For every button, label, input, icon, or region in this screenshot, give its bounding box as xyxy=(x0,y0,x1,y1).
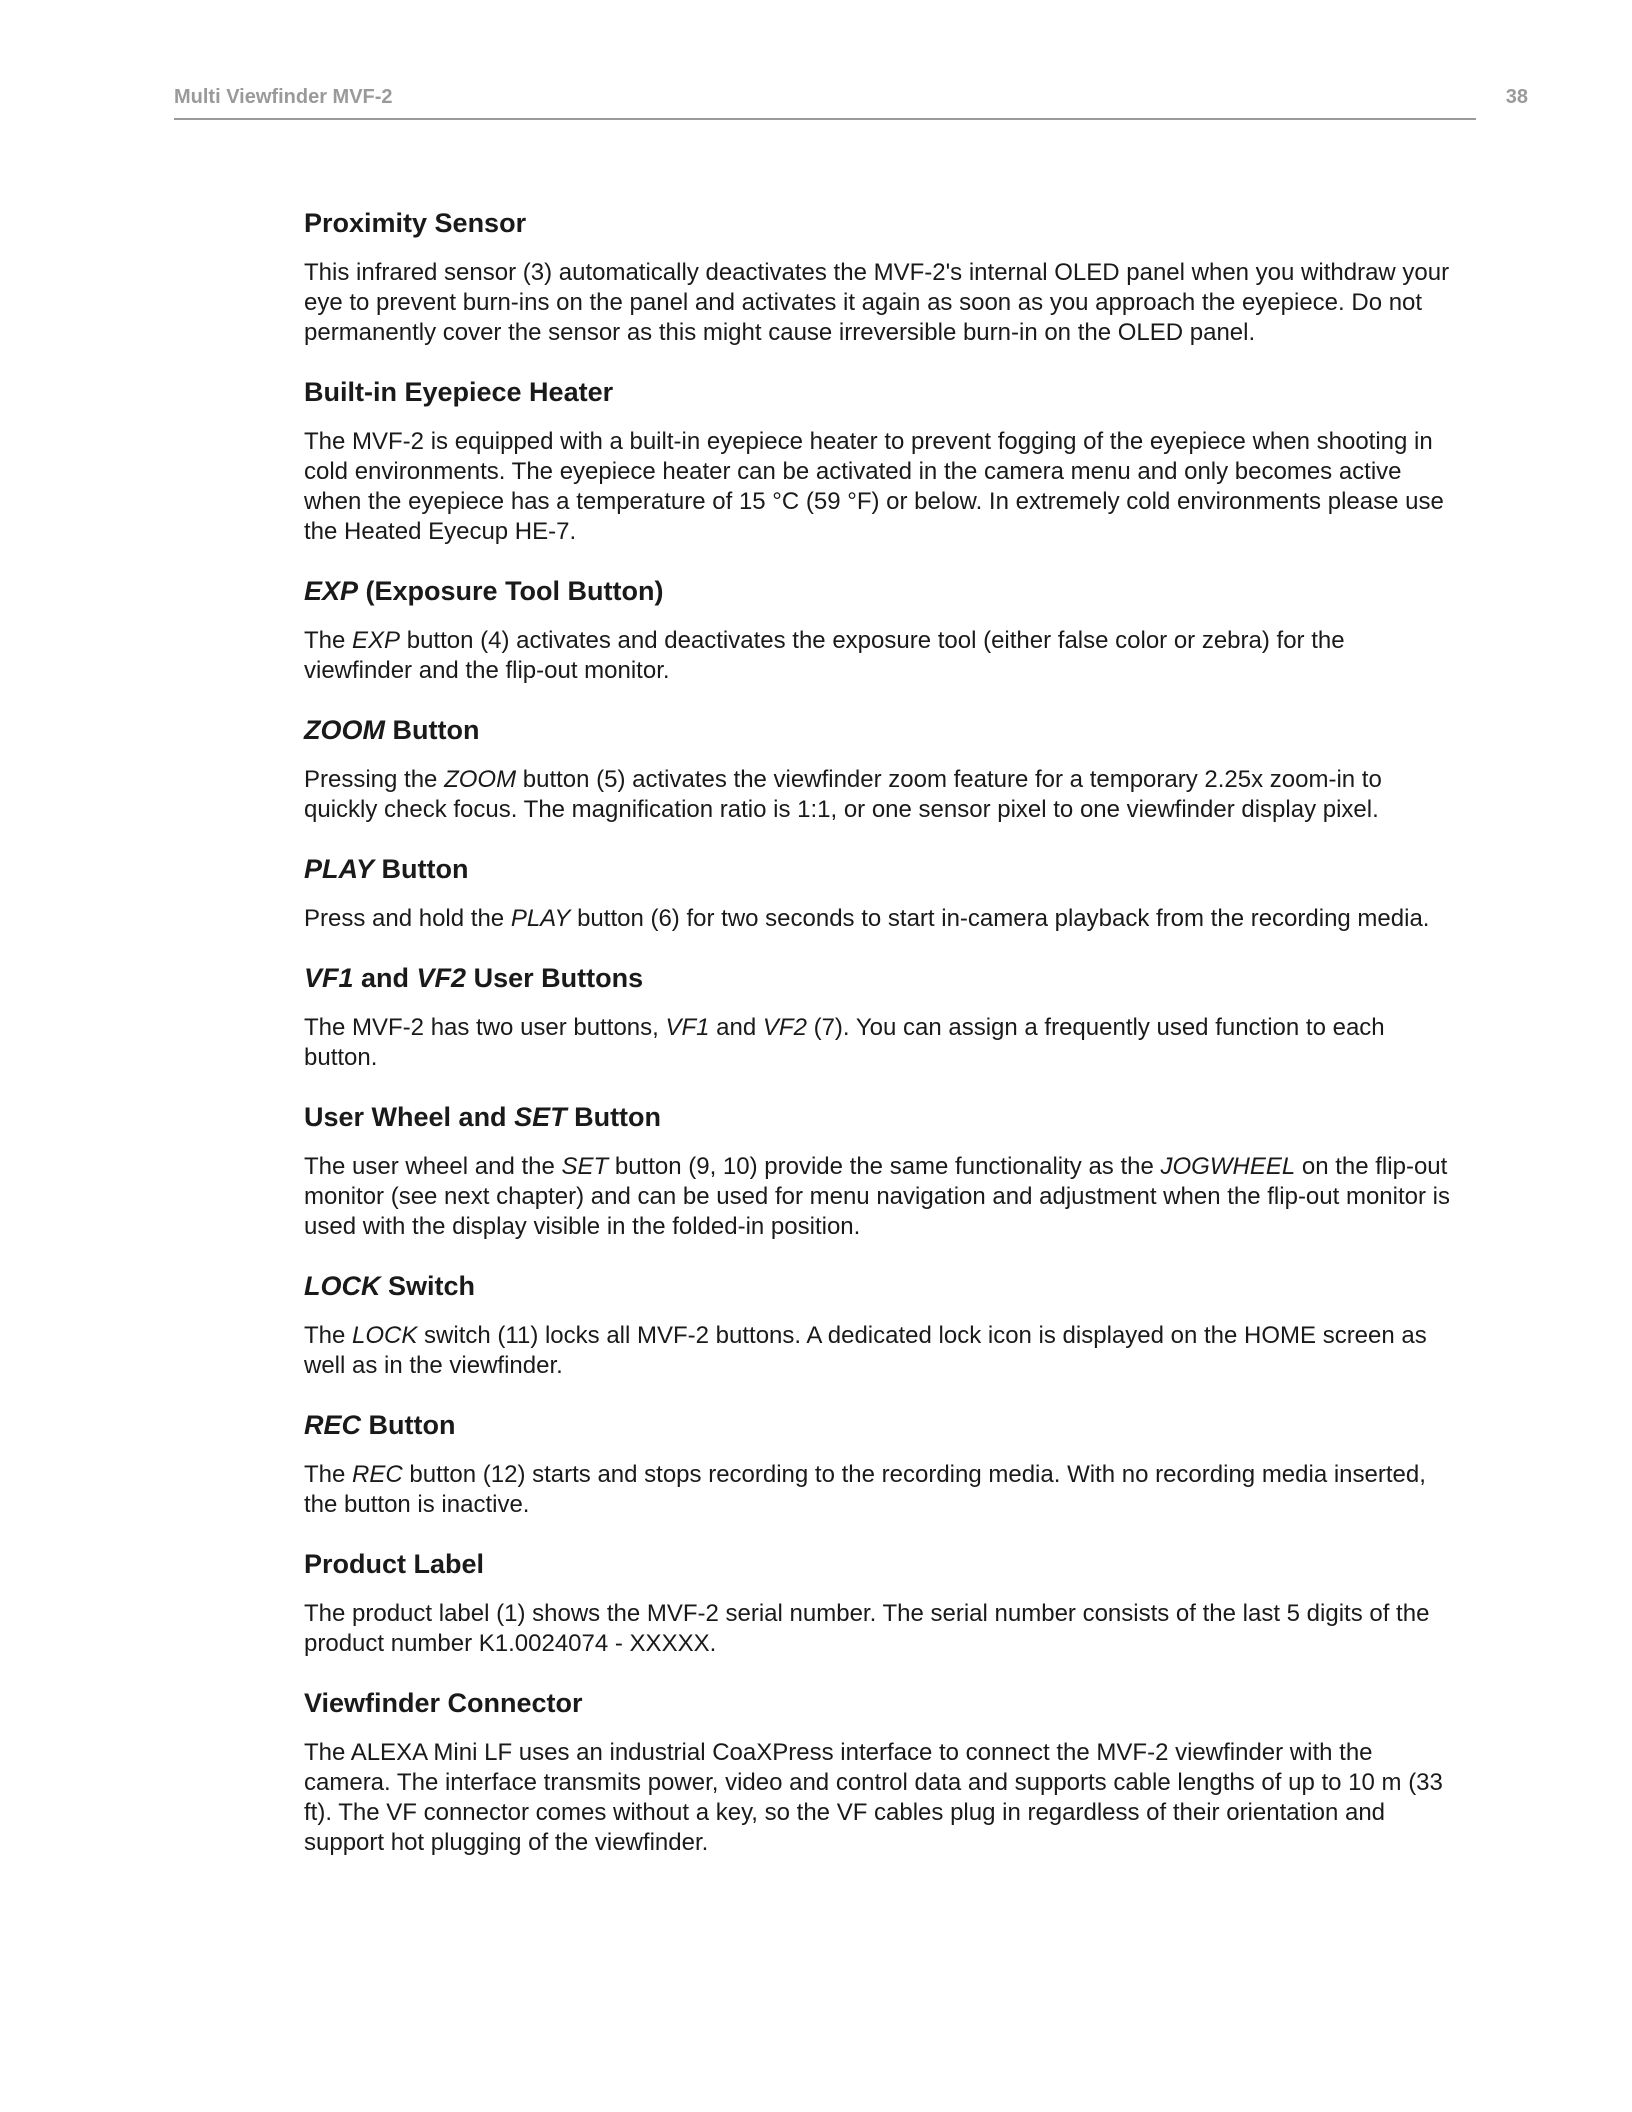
paragraph-text: button (12) starts and stops recording to the recording media. With no recording media inserted, the button is inactive. xyxy=(304,1461,1426,1518)
page-number: 38 xyxy=(1505,86,1528,108)
heading-text: Button xyxy=(566,1102,662,1132)
heading-text: VF1 xyxy=(304,963,354,993)
section xyxy=(304,1408,1454,1520)
header-title: Multi Viewfinder MVF-2 xyxy=(174,86,393,108)
section-heading xyxy=(304,375,1454,409)
paragraph-text: The MVF-2 is equipped with a built-in eyepiece heater to prevent fogging of the eyepiece when shooting in cold environments. The eyepiece heater can be activated in the camera menu and only becomes active when the eyepiece has a temperature of 15 °C (59 °F) or below. In extremely cold environments please use the Heated Eyecup HE-7. xyxy=(304,428,1444,545)
paragraph-text: button (9, 10) provide the same functionality as the xyxy=(608,1153,1161,1180)
section xyxy=(304,375,1454,547)
heading-text: Product Label xyxy=(304,1549,485,1579)
heading-text: VF2 xyxy=(416,963,467,993)
heading-text: PLAY xyxy=(304,854,375,884)
section-heading xyxy=(304,1269,1454,1303)
section xyxy=(304,1686,1454,1858)
heading-text: (Exposure Tool Button) xyxy=(358,576,664,606)
heading-text: and xyxy=(353,963,417,993)
section-paragraph xyxy=(304,1738,1454,1858)
paragraph-text: Press and hold the xyxy=(304,905,511,932)
heading-text: User Buttons xyxy=(466,963,644,993)
heading-text: ZOOM xyxy=(304,715,385,745)
document-body xyxy=(304,206,1454,1885)
section-heading xyxy=(304,206,1454,240)
section-heading xyxy=(304,713,1454,747)
heading-text: Built-in Eyepiece Heater xyxy=(304,377,614,407)
paragraph-text: The ALEXA Mini LF uses an industrial CoaXPress interface to connect the MVF-2 viewfinder with the camera. The interface transmits power, video and control data and supports cable lengths of up to 10 m (33 ft). The VF connector comes without a key, so the VF cables plug in regardless of their orientation and support hot plugging of the viewfinder. xyxy=(304,1739,1443,1856)
section-heading xyxy=(304,574,1454,608)
section-heading xyxy=(304,1686,1454,1720)
paragraph-text: button (4) activates and deactivates the exposure tool (either false color or zebra) for the viewfinder and the flip-out monitor. xyxy=(304,627,1345,684)
paragraph-text: button (5) activates the viewfinder zoom feature for a temporary 2.25x zoom-in to quickly check focus. The magnification ratio is 1:1, or one sensor pixel to one viewfinder display pixel. xyxy=(304,766,1382,823)
heading-text: Button xyxy=(374,854,469,884)
section-paragraph xyxy=(304,427,1454,547)
heading-text: Button xyxy=(385,715,480,745)
paragraph-text: on the flip-out monitor (see next chapter) and can be used for menu navigation and adjustment when the flip-out monitor is used with the display visible in the folded-in position. xyxy=(304,1153,1450,1240)
paragraph-text: The product label (1) shows the MVF-2 serial number. The serial number consists of the last 5 digits of the product number K1.0024074 - XXXXX. xyxy=(304,1600,1430,1657)
section xyxy=(304,206,1454,348)
heading-text: EXP xyxy=(304,576,359,606)
paragraph-text: The MVF-2 has two user buttons, xyxy=(304,1014,666,1041)
section-paragraph xyxy=(304,904,1454,934)
paragraph-text: switch (11) locks all MVF-2 buttons. A dedicated lock icon is displayed on the HOME screen as well as in the viewfinder. xyxy=(304,1322,1427,1379)
paragraph-text: VF2 xyxy=(762,1014,807,1041)
section-heading xyxy=(304,961,1454,995)
section-paragraph xyxy=(304,1321,1454,1381)
section-paragraph xyxy=(304,1460,1454,1520)
paragraph-text: This infrared sensor (3) automatically deactivates the MVF-2's internal OLED panel when you withdraw your eye to prevent burn-ins on the panel and activates it again as soon as you approach the eyepiece. Do not permanently cover the sensor as this might cause irreversible burn-in on the OLED panel. xyxy=(304,259,1450,346)
section xyxy=(304,1269,1454,1381)
section-heading xyxy=(304,1408,1454,1442)
paragraph-text: and xyxy=(709,1014,763,1041)
heading-text: Proximity Sensor xyxy=(304,208,527,238)
paragraph-text: LOCK xyxy=(352,1322,418,1349)
paragraph-text: button (6) for two seconds to start in-camera playback from the recording media. xyxy=(570,905,1430,932)
paragraph-text: The xyxy=(304,627,353,654)
paragraph-text: VF1 xyxy=(665,1014,710,1041)
paragraph-text: EXP xyxy=(352,627,401,654)
paragraph-text: REC xyxy=(352,1461,403,1488)
section-paragraph xyxy=(304,1152,1454,1242)
page-header xyxy=(174,86,1528,120)
section-heading xyxy=(304,1547,1454,1581)
section xyxy=(304,1547,1454,1659)
section-paragraph xyxy=(304,765,1454,825)
section-heading xyxy=(304,1100,1454,1134)
paragraph-text: The user wheel and the xyxy=(304,1153,562,1180)
section xyxy=(304,1100,1454,1242)
section-paragraph xyxy=(304,258,1454,348)
heading-text: LOCK xyxy=(304,1271,381,1301)
section xyxy=(304,574,1454,686)
section-paragraph xyxy=(304,1013,1454,1073)
section-paragraph xyxy=(304,1599,1454,1659)
paragraph-text: Pressing the xyxy=(304,766,445,793)
paragraph-text: The xyxy=(304,1461,353,1488)
paragraph-text: (7). You can assign a frequently used function to each button. xyxy=(304,1014,1385,1071)
heading-text: User Wheel and xyxy=(304,1102,515,1132)
section-paragraph xyxy=(304,626,1454,686)
paragraph-text: JOGWHEEL xyxy=(1160,1153,1296,1180)
paragraph-text: The xyxy=(304,1322,353,1349)
heading-text: REC xyxy=(304,1410,362,1440)
section xyxy=(304,713,1454,825)
paragraph-text: ZOOM xyxy=(444,766,517,793)
heading-text: Switch xyxy=(380,1271,476,1301)
paragraph-text: PLAY xyxy=(510,905,571,932)
section xyxy=(304,961,1454,1073)
heading-text: SET xyxy=(514,1102,567,1132)
section xyxy=(304,852,1454,934)
heading-text: Button xyxy=(361,1410,456,1440)
paragraph-text: SET xyxy=(561,1153,609,1180)
heading-text: Viewfinder Connector xyxy=(304,1688,583,1718)
section-heading xyxy=(304,852,1454,886)
